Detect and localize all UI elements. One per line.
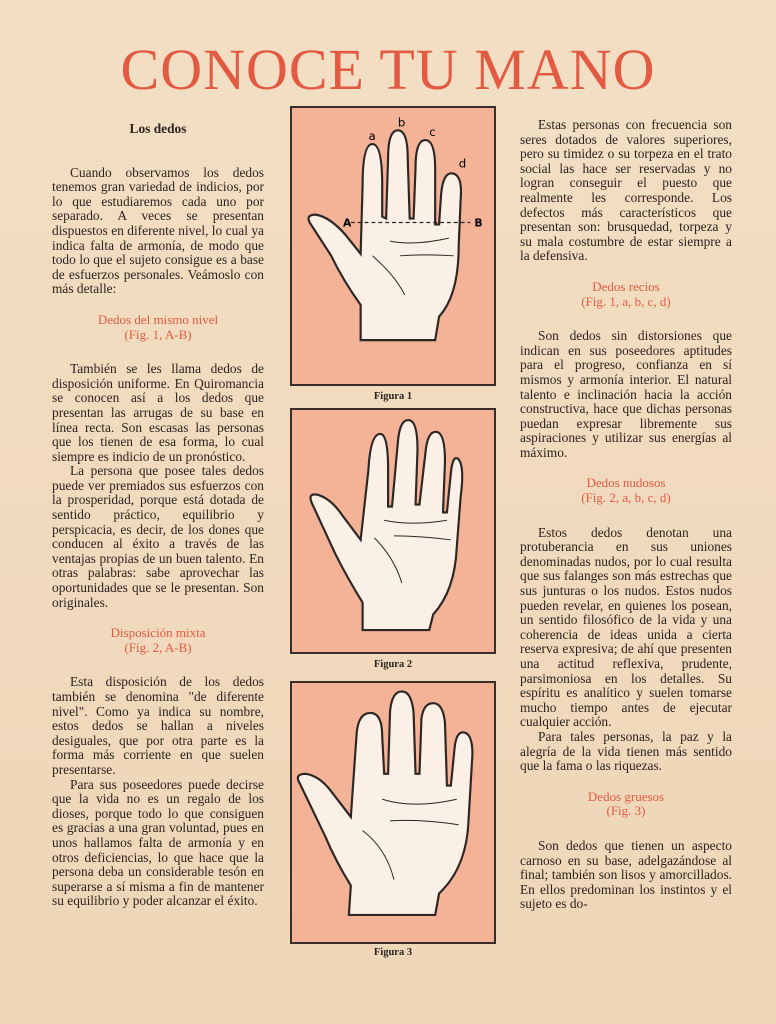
paragraph: También se les llama dedos de disposición uniforme. En Quiromancia se conocen así a los dedos que presentan las arrugas de su base en línea recta. Son escasas las personas que los tienen de esa forma, lo cual siempre es indicio de un pronóstico. (52, 361, 264, 464)
label-B: B (474, 216, 483, 230)
heading-ref: (Fig. 1, a, b, c, d) (581, 293, 671, 309)
heading-text: Dedos gruesos (587, 788, 665, 804)
paragraph: Son dedos que tienen un aspecto carnoso en su base, adelgazándose al final; también son lisos y amorcillados. En ellos predominan los instintos y el sujeto es do- (520, 837, 732, 912)
left-column (52, 122, 264, 909)
label-d: d (458, 156, 467, 171)
page-title: CONOCE TU MANO (120, 37, 656, 102)
hand-illustration-3 (292, 683, 494, 942)
paragraph: Estas personas con frecuencia son seres dotados de valores superiores, pero su timidez o su torpeza en el trato social las hace ser reservadas y no logran conseguir el puesto que realmente les corresponde. Los defectos más característicos que presentan son: brusquedad, torpeza y su mala costumbre de estar siempre a la defensiva. (520, 117, 732, 264)
hand-illustration-1 (292, 108, 494, 384)
heading-text: Dedos nudosos (586, 475, 666, 491)
heading-ref: (Fig. 3) (606, 803, 646, 819)
right-column (520, 118, 732, 912)
figure-3-caption: Figura 3 (373, 947, 413, 958)
paragraph: Esta disposición de los dedos también se denomina "de diferente nivel". Como ya indica su nombre, estos dedos se hallan a niveles desiguales, que por otra parte es la forma más corriente en que suelen presentarse. (52, 674, 264, 777)
heading-ref: (Fig. 2, A-B) (124, 639, 192, 655)
hand-illustration-2 (292, 410, 494, 652)
figure-3 (290, 681, 496, 944)
heading-thick-fingers (520, 790, 732, 819)
paragraph: Estos dedos denotan una protuberancia en sus uniones denominadas nudos, por lo cual resulta que sus falanges son más estrechas que sus junturas o los nudos. Estos nudos pueden revelar, en quienes los posean, un sentido filosófico de la vida y una coherencia de ideas unida a cierta reserva expresiva; de ahí que presenten una actitud reflexiva, prudente, parsimoniosa en los detalles. Su espíritu es analítico y suelen tomarse mucho tiempo antes de ejecutar cualquier acción. (520, 524, 732, 730)
heading-mixed (52, 626, 264, 655)
heading-strong-fingers (520, 280, 732, 309)
heading-ref: (Fig. 1, A-B) (124, 326, 192, 342)
figure-1 (290, 106, 496, 386)
heading-same-level (52, 313, 264, 342)
label-c: c (429, 125, 436, 140)
heading-ref: (Fig. 2, a, b, c, d) (581, 490, 671, 506)
figure-1-caption: Figura 1 (373, 391, 413, 402)
label-b: b (397, 115, 406, 130)
heading-knotty-fingers (520, 476, 732, 505)
figure-2 (290, 408, 496, 654)
paragraph: Son dedos sin distorsiones que indican en sus poseedores aptitudes para el progreso, confianza en sí mismos y armonía interior. El natural talento e inclinación hacia la acción constructiva, hace que dichas personas puedan expresar libremente sus aspiraciones y utilizar sus energías al máximo. (520, 328, 732, 460)
intro-paragraph: Cuando observamos los dedos tenemos gran variedad de indicios, por lo que estudiaremos cada uno por separado. A veces se presentan dispuestos en diferente nivel, lo cual ya indica falta de armonía, de modo que todo lo que el sujeto consigue es a base de esfuerzos personales. Veámoslo con más detalle: (52, 164, 264, 297)
paragraph: Para tales personas, la paz y la alegría de la vida tienen más sentido que la fama o las riquezas. (520, 728, 732, 774)
heading-text: Dedos recios (592, 278, 660, 294)
heading-text: Dedos del mismo nivel (97, 311, 219, 327)
paragraph: Para sus poseedores puede decirse que la vida no es un regalo de los dioses, porque todo lo que consiguen es gracias a una gran voluntad, pues en unos hallamos falta de armonía y en otros deficiencias, lo que hace que la persona deba un considerable tesón en superarse a sí misma a fin de mantener su equilibrio y poder alcanzar el éxito. (52, 776, 264, 909)
label-A: A (342, 216, 352, 230)
heading-text: Disposición mixta (110, 625, 206, 641)
label-a: a (368, 129, 376, 144)
paragraph: La persona que posee tales dedos puede ver premiados sus esfuerzos con la prosperidad, porque está dotada de sentido práctico, equilibrio y perspicacia, es decir, de los dones que conducen al éxito a través de las ventajas propias de un buen talento. En otras palabras: sabe aprovechar las oportunidades que se le presentan. Son originales. (52, 463, 264, 610)
figure-2-caption: Figura 2 (373, 659, 413, 670)
section-subtitle: Los dedos (129, 121, 187, 136)
